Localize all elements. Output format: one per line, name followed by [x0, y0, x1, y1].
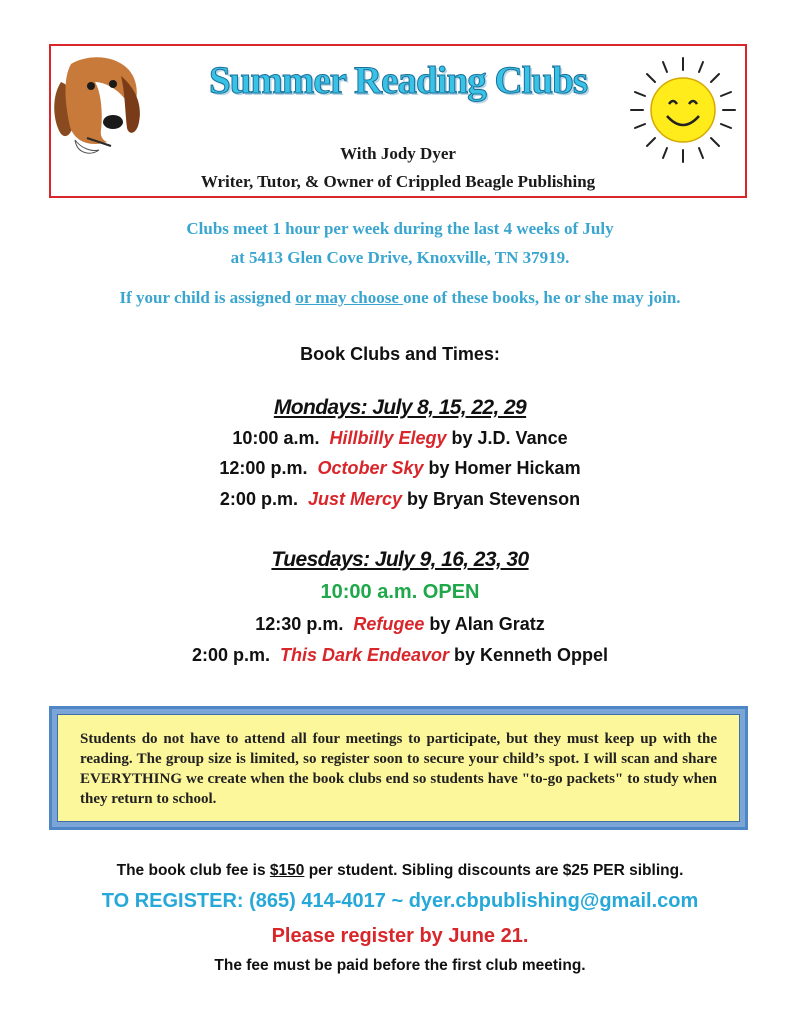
- book-author: by Bryan Stevenson: [402, 489, 581, 509]
- tuesday-slot: [0, 614, 800, 635]
- deadline-line: Please register by June 21.: [271, 925, 529, 947]
- slot-time: 12:00 p.m.: [219, 458, 308, 478]
- book-author: by Homer Hickam: [423, 458, 581, 478]
- book-author: by J.D. Vance: [446, 428, 568, 448]
- eligibility-underlined: or may choose: [295, 288, 404, 307]
- book-author: by Kenneth Oppel: [449, 645, 609, 665]
- monday-heading: Mondays: July 8, 15, 22, 29: [273, 396, 527, 419]
- monday-slot: [0, 489, 800, 510]
- payment-note: The fee must be paid before the first club meeting.: [214, 957, 586, 974]
- book-title: Refugee: [353, 614, 425, 634]
- notice-box: [49, 706, 748, 830]
- info-line-1: Clubs meet 1 hour per week during the last 4 weeks of July: [186, 219, 614, 238]
- book-title: Hillbilly Elegy: [329, 428, 447, 448]
- info-line-2: at 5413 Glen Cove Drive, Knoxville, TN 37919.: [230, 248, 570, 267]
- notice-text: Students do not have to attend all four meetings to participate, but they must keep up with the reading. The group size is limited, so register soon to secure your child’s spot. I will scan and share EVERYTHING we create when the book clubs end so students have "to-go packets" to study when they return to school.: [57, 714, 740, 822]
- fee-post: per student. Sibling discounts are $25 PER sibling.: [304, 862, 684, 879]
- slot-time: 10:00 a.m.: [232, 428, 320, 448]
- slot-time: 2:00 p.m.: [219, 489, 298, 509]
- eligibility-pre: If your child is assigned: [119, 288, 296, 307]
- fee-line: [0, 862, 800, 880]
- eligibility-line: [0, 288, 800, 308]
- slot-time: 12:30 p.m.: [255, 614, 344, 634]
- page-title: Summer Reading Clubs: [208, 59, 588, 102]
- book-title: Just Mercy: [307, 489, 403, 509]
- tuesday-slot: [0, 645, 800, 666]
- monday-slot: [0, 428, 800, 449]
- monday-slot: [0, 458, 800, 479]
- slot-time: 2:00 p.m.: [191, 645, 270, 665]
- book-title: This Dark Endeavor: [279, 645, 450, 665]
- tuesday-heading: Tuesdays: July 9, 16, 23, 30: [271, 548, 529, 571]
- fee-pre: The book club fee is: [116, 862, 270, 879]
- register-line[interactable]: TO REGISTER: (865) 414-4017 ~ dyer.cbpublishing@gmail.com: [101, 890, 699, 912]
- fee-amount: $150: [269, 862, 305, 879]
- schedule-heading: Book Clubs and Times:: [300, 344, 500, 364]
- header-box: [49, 44, 747, 198]
- open-slot: 10:00 a.m. OPEN: [320, 581, 480, 603]
- book-title: October Sky: [317, 458, 424, 478]
- eligibility-post: one of these books, he or she may join.: [403, 288, 681, 307]
- host-line: With Jody Dyer: [340, 144, 456, 163]
- book-author: by Alan Gratz: [424, 614, 545, 634]
- role-line: Writer, Tutor, & Owner of Crippled Beagle Publishing: [200, 172, 596, 191]
